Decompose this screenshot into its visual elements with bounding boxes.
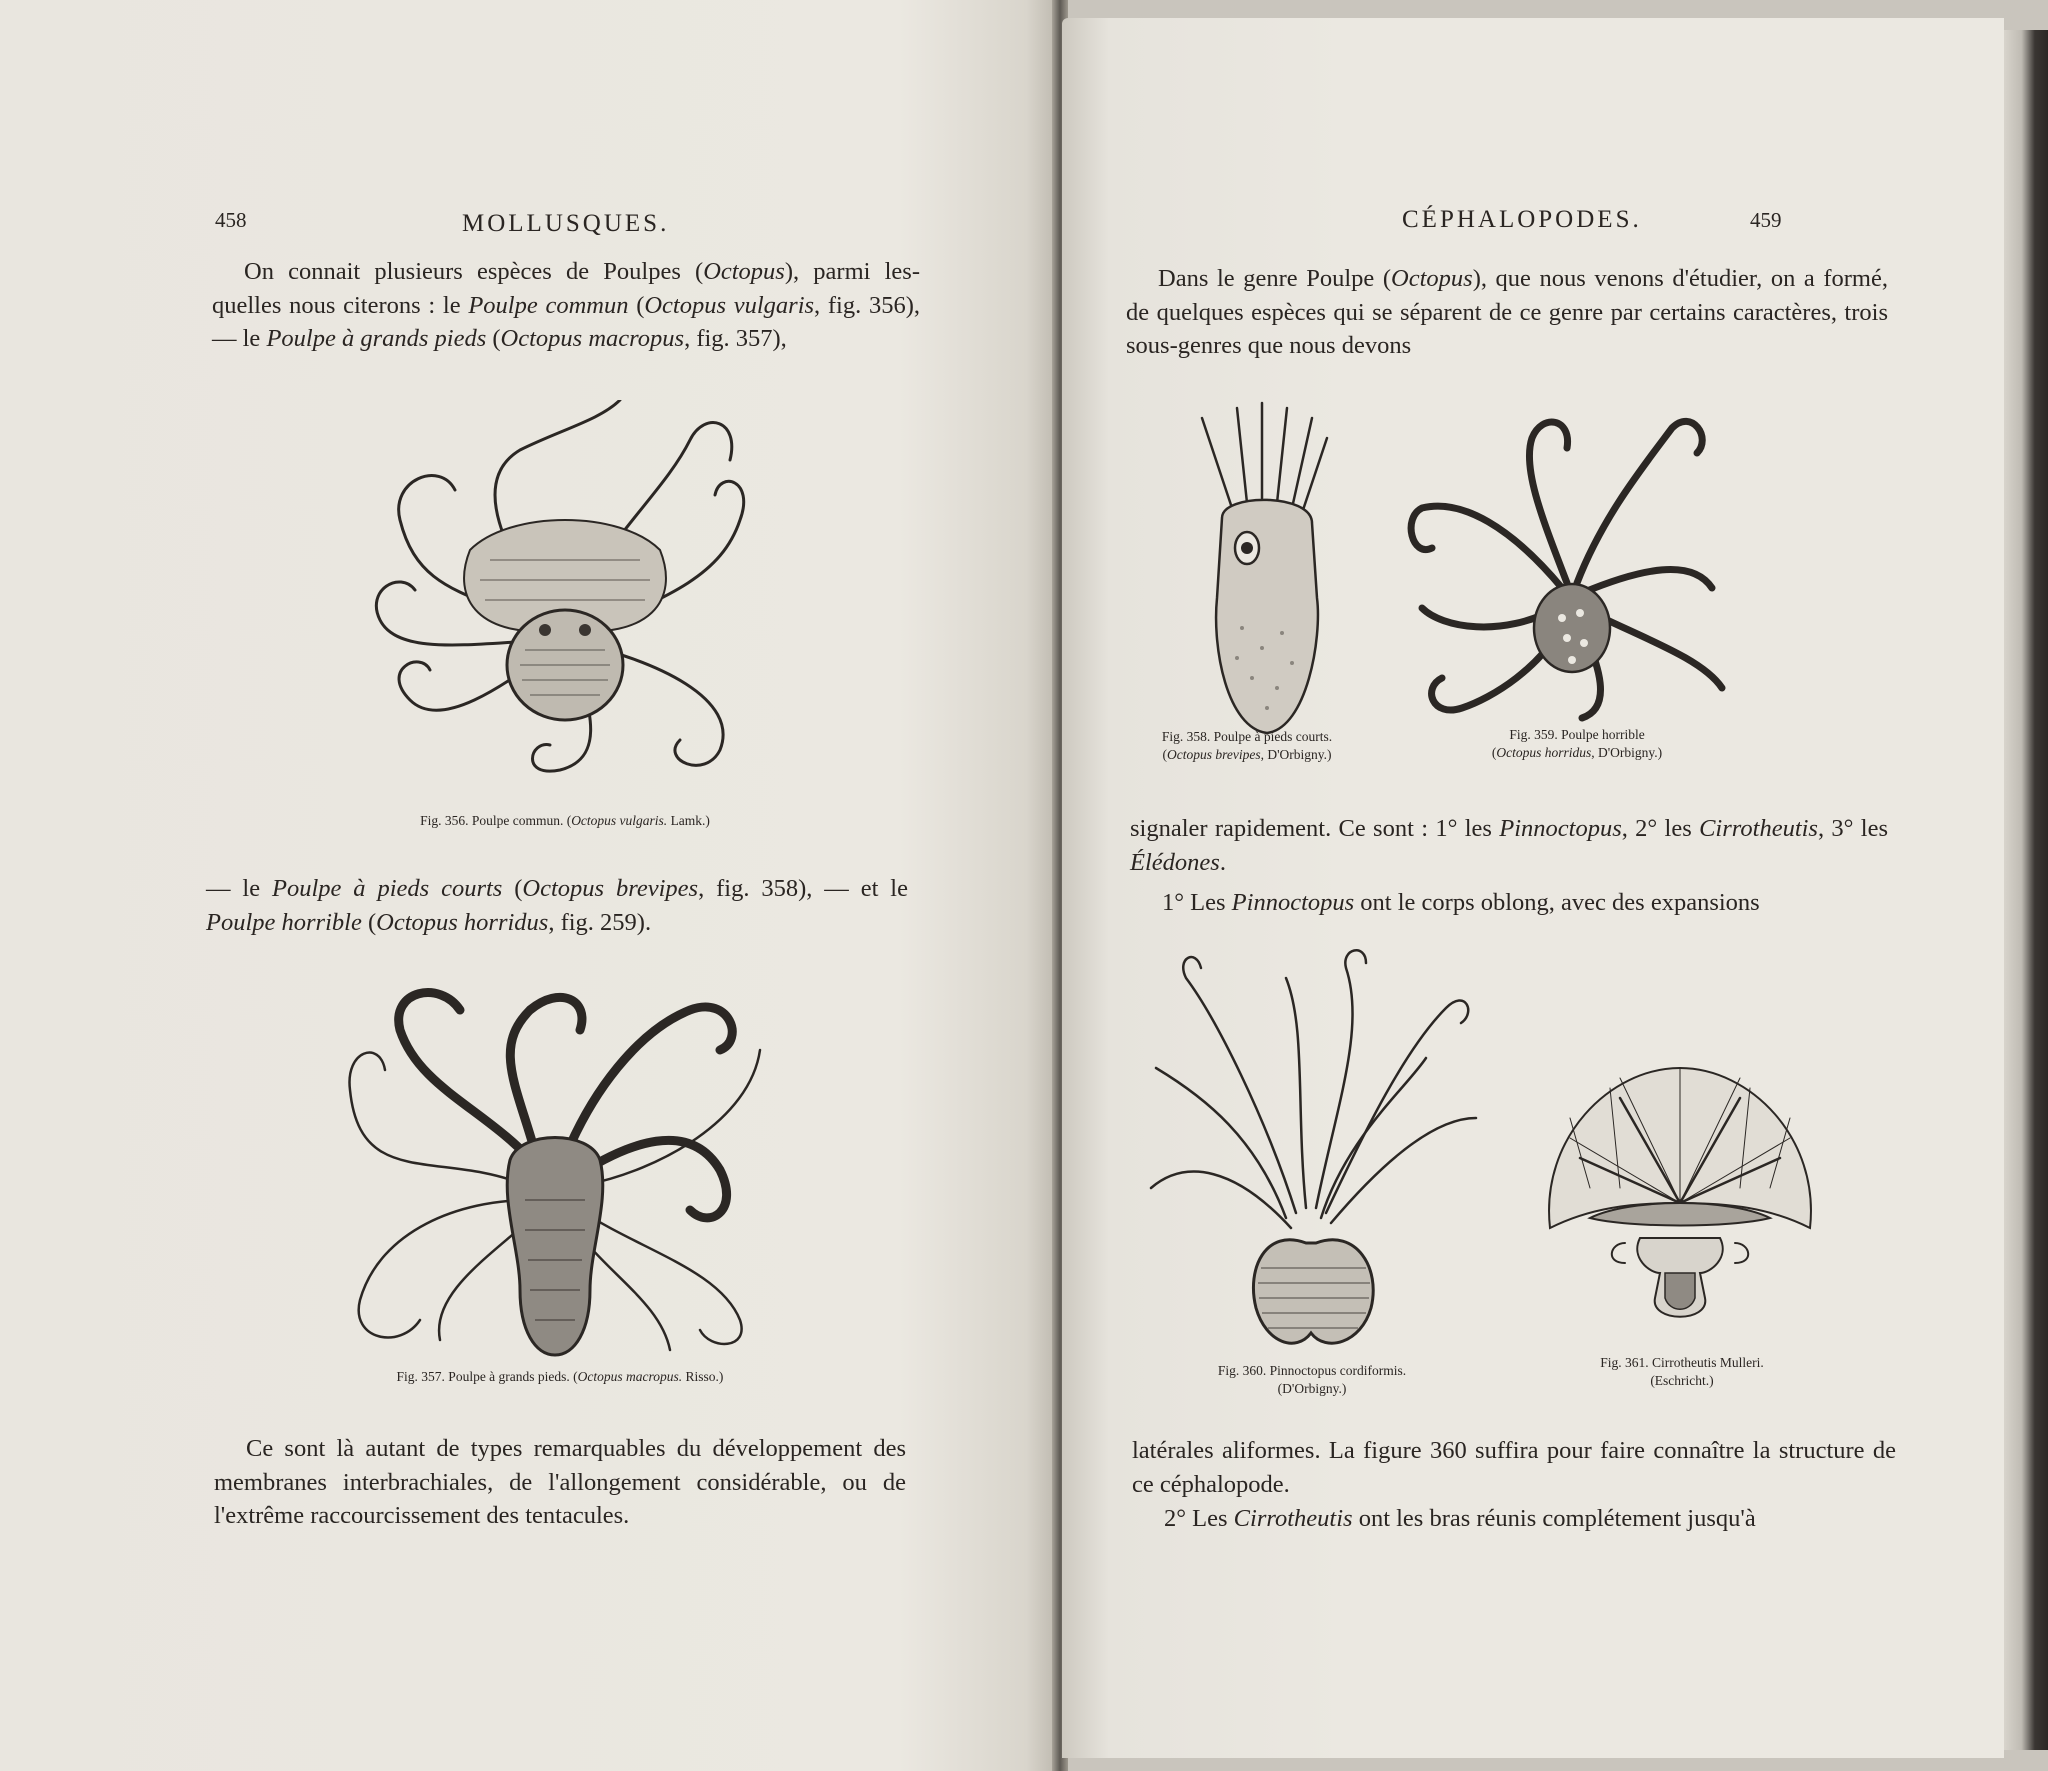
caption-fig-358: Fig. 358. Poulpe à pieds courts. (Octopus brevipes, D'Orbigny.) [1161,729,1333,762]
right-paragraph-4: latérales aliformes. La figure 360 suffira pour faire connaître la structure de ce céphalopode. [1132,1437,1896,1498]
figure-358-octopus-brevipes [1192,398,1342,738]
right-paragraph-2: signaler rapidement. Ce sont : 1° les Pinnoctopus, 2° les Cirrotheutis, 3° les Élédones. [1130,815,1888,876]
right-page [1062,18,2004,1758]
left-paragraph-3: Ce sont là autant de types remarquables du développement des membranes interbrachiales, de l'allongement considérable, ou de l'extrême raccourcissement des tentacules. [214,1435,906,1529]
caption-fig-356: Fig. 356. Poulpe commun. (Octopus vulgaris. Lamk.) [420,813,710,828]
book-edge [2004,30,2048,1750]
caption-fig-361: Fig. 361. Cirrotheutis Mulleri. (Eschricht.) [1600,1355,1764,1388]
figure-357-octopus-macropus [340,970,770,1360]
caption-fig-359: Fig. 359. Poulpe horrible (Octopus horridus, D'Orbigny.) [1491,727,1663,760]
left-paragraph-1: On connait plusieurs espèces de Poulpes (Octopus), parmi les-quelles nous citerons : le Poulpe commun (Octopus vulgaris, fig. 356), — le Poulpe à grands pieds (Octopus macropus, fig. 357), [212,258,920,352]
left-paragraph-2: — le Poulpe à pieds courts (Octopus brevipes, fig. 358), — et le Poulpe horrible (Octopus horridus, fig. 259). [206,875,908,936]
running-head-right: CÉPHALOPODES. [1402,206,1642,233]
figure-356-octopus-vulgaris [360,400,770,780]
running-head-left: MOLLUSQUES. [462,210,670,237]
caption-fig-360: Fig. 360. Pinnoctopus cordiformis. (D'Orbigny.) [1217,1363,1407,1396]
page-number-left: 458 [215,208,247,232]
right-paragraph-3: 1° Les Pinnoctopus ont le corps oblong, avec des expansions [1162,889,1760,916]
page-number-right: 459 [1750,208,1782,232]
figure-360-pinnoctopus-cordiformis [1146,938,1486,1358]
right-paragraph-1: Dans le genre Poulpe (Octopus), que nous venons d'étudier, on a formé, de quelques espèces qui se séparent de ce genre par certains caractères, trois sous-genres que nous devons [1126,265,1888,359]
right-paragraph-5: 2° Les Cirrotheutis ont les bras réunis complétement jusqu'à [1164,1505,1756,1532]
caption-fig-357: Fig. 357. Poulpe à grands pieds. (Octopus macropus. Risso.) [396,1369,724,1384]
figure-359-octopus-horridus [1402,408,1732,728]
figure-361-cirrotheutis-mulleri [1530,1058,1830,1338]
